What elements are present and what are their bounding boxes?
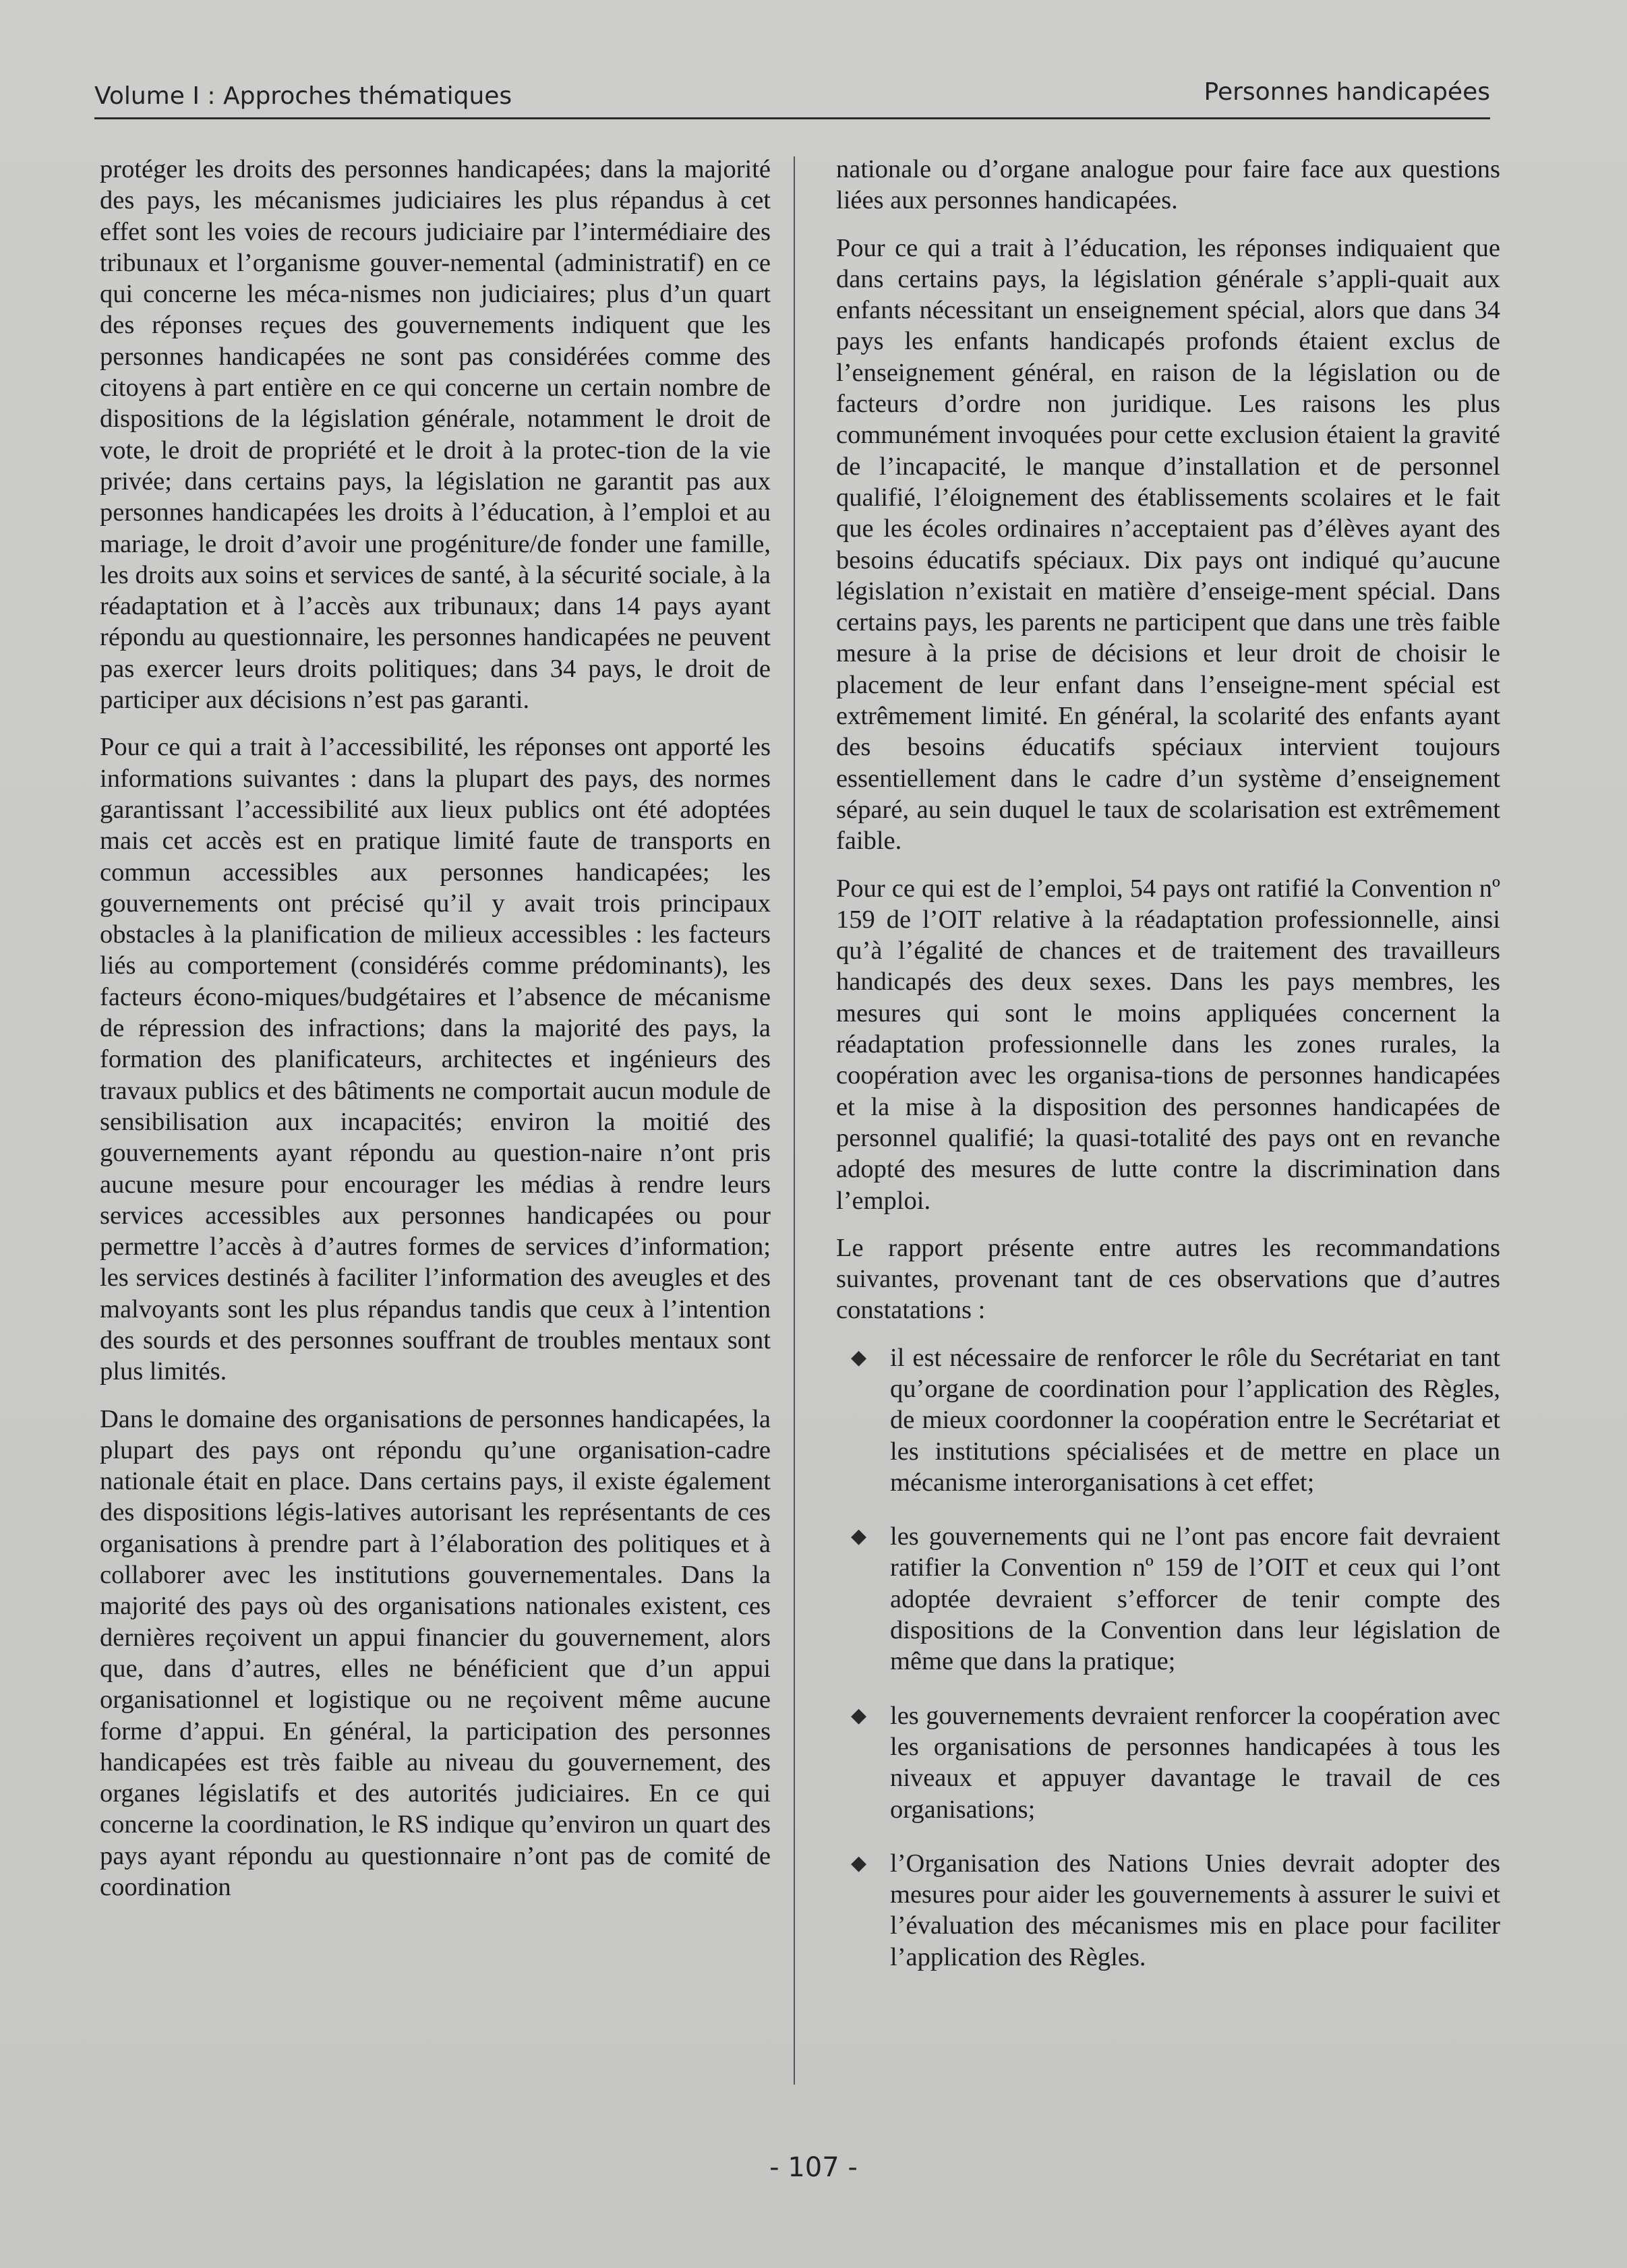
page-number: - 107 - (769, 2152, 858, 2183)
list-item-text: il est nécessaire de renforcer le rôle du Secrétariat en tant qu’organe de coordination pour l’application des Règles, de mieux coordonner la coopération entre le Secrétariat et les institutions spécialisées et de mettre en place un mécanisme interorganisations à cet effet; (890, 1343, 1500, 1497)
running-header (94, 73, 1490, 120)
paragraph-rights: protéger les droits des personnes handicapées; dans la majorité des pays, les mécanismes judiciaires les plus répandus à cet effet sont les voies de recours judiciaire par l’intermédiaire des tribunaux et l’organisme gouver-nemental (administratif) en ce qui concerne les méca-nismes non judiciaires; plus d’un quart des réponses reçues des gouvernements indiquent que les personnes handicapées ne sont pas considérées comme des citoyens à part entière en ce qui concerne un certain nombre de dispositions de la législation générale, notamment le droit de vote, le droit de propriété et le droit à la protec-tion de la vie privée; dans certains pays, la législation ne garantit pas aux personnes handicapées les droits à l’éducation, à l’emploi et au mariage, le droit d’avoir une progéniture/de fonder une famille, les droits aux soins et services de santé, à la sécurité sociale, à la réadaptation et à l’accès aux tribunaux; dans 14 pays ayant répondu au questionnaire, les personnes handicapées ne peuvent pas exercer leurs droits politiques; dans 34 pays, le droit de participer aux décisions n’est pas garanti. (100, 155, 771, 715)
paragraph-employment: Pour ce qui est de l’emploi, 54 pays ont ratifié la Convention nº 159 de l’OIT relative à la réadaptation professionnelle, ainsi qu’à l’égalité de chances et de traitement des travailleurs handicapés des deux sexes. Dans les pays membres, les mesures qui sont le moins appliquées concernent la réadaptation professionnelle dans les zones rurales, la coopération avec les organisa-tions de personnes handicapées et la mise à la disposition des personnes handicapées de personnel qualifié; la quasi-totalité des pays ont en revanche adopté des mesures de lutte contre la discrimination dans l’emploi. (836, 874, 1500, 1215)
list-item (836, 1342, 1500, 1498)
header-section-title: Personnes handicapées (1204, 78, 1490, 106)
diamond-bullet-icon: ◆ (851, 1524, 867, 1549)
header-rule (94, 117, 1490, 119)
diamond-bullet-icon: ◆ (851, 1851, 867, 1875)
column-divider (794, 156, 795, 2085)
list-item (836, 1700, 1500, 1825)
diamond-bullet-icon: ◆ (851, 1345, 867, 1369)
paragraph-coordination-end: nationale ou d’organe analogue pour faire face aux questions liées aux personnes handicapées. (836, 155, 1500, 215)
list-item (836, 1521, 1500, 1677)
header-volume-title: Volume I : Approches thématiques (94, 82, 512, 110)
paragraph-organisations: Dans le domaine des organisations de personnes handicapées, la plupart des pays ont répondu qu’une organisation-cadre nationale était en place. Dans certains pays, il existe également des dispositions légis-latives autorisant les représentants de ces organisations à prendre part à l’élaboration des politiques et à collaborer avec les institutions gouvernementales. Dans la majorité des pays où des organisations nationales existent, ces dernières reçoivent un appui financier du gouvernement, alors que, dans d’autres, elles ne bénéficient que d’un appui organisationnel et logistique ou ne reçoivent même aucune forme d’appui. En général, la participation des personnes handicapées est très faible au niveau du gouvernement, des organes législatifs et des autorités judiciaires. En ce qui concerne la coordination, le RS indique qu’environ un quart des pays ayant répondu au questionnaire n’ont pas de comité de coordination (100, 1404, 771, 1902)
list-item-text: les gouvernements devraient renforcer la coopération avec les organisations de personnes handicapées à tous les niveaux et appuyer davantage le travail de ces organisations; (890, 1701, 1500, 1824)
paragraph-recommendations-intro: Le rapport présente entre autres les recommandations suivantes, provenant tant de ces observations que d’autres constatations : (836, 1233, 1500, 1325)
paragraph-accessibility: Pour ce qui a trait à l’accessibilité, les réponses ont apporté les informations suivantes : dans la plupart des pays, des normes garantissant l’accessibilité aux lieux publics ont été adoptées mais cet accès est en pratique limité faute de transports en commun accessibles aux personnes handicapées; les gouvernements ont précisé qu’il y avait trois principaux obstacles à la planification de milieux accessibles : les facteurs liés au comportement (considérés comme prédominants), les facteurs écono-miques/budgétaires et l’absence de mécanisme de répression des infractions; dans la majorité des pays, la formation des planificateurs, architectes et ingénieurs des travaux publics et des bâtiments ne comportait aucun module de sensibilisation aux incapacités; environ la moitié des gouvernements ayant répondu au question-naire n’ont pris aucune mesure pour encourager les médias à rendre leurs services accessibles aux personnes handicapées ou pour permettre l’accès à d’autres formes de services d’information; les services destinés à faciliter l’information des aveugles et des malvoyants sont les plus répandus tandis que ceux à l’intention des sourds et des personnes souffrant de troubles mentaux sont plus limités. (100, 733, 771, 1386)
list-item (836, 1848, 1500, 1973)
right-column (836, 154, 1500, 1996)
diamond-bullet-icon: ◆ (851, 1703, 867, 1727)
paragraph-education: Pour ce qui a trait à l’éducation, les réponses indiquaient que dans certains pays, la législation générale s’appli-quait aux enfants nécessitant un enseignement spécial, alors que dans 34 pays les enfants handicapés profonds étaient exclus de l’enseignement général, en raison de la législation ou de facteurs d’ordre non juridique. Les raisons les plus communément invoquées pour cette exclusion étaient la gravité de l’incapacité, le manque d’installation et de personnel qualifié, l’éloignement des établissements scolaires et le fait que les écoles ordinaires n’acceptaient pas d’élèves ayant des besoins éducatifs spéciaux. Dix pays ont indiqué qu’aucune législation n’existait en matière d’enseige-ment spécial. Dans certains pays, les parents ne participent que dans une très faible mesure à la prise de décisions et leur droit de choisir le placement de leur enfant dans l’enseigne-ment spécial est extrêmement limité. En général, la scolarité des enfants ayant des besoins éducatifs spéciaux intervient toujours essentiellement dans le cadre d’un système d’enseignement séparé, au sein duquel le taux de scolarisation est extrêmement faible. (836, 233, 1500, 856)
list-item-text: l’Organisation des Nations Unies devrait adopter des mesures pour aider les gouvernements à assurer le suivi et l’évaluation des mécanismes mis en place pour faciliter l’application des Règles. (890, 1849, 1500, 1971)
recommendations-list (836, 1342, 1500, 1973)
left-column (100, 154, 771, 1919)
list-item-text: les gouvernements qui ne l’ont pas encore fait devraient ratifier la Convention nº 159 de l’OIT et ceux qui l’ont adoptée devraient s’efforcer de tenir compte des dispositions de la Convention dans leur législation de même que dans la pratique; (890, 1522, 1500, 1676)
